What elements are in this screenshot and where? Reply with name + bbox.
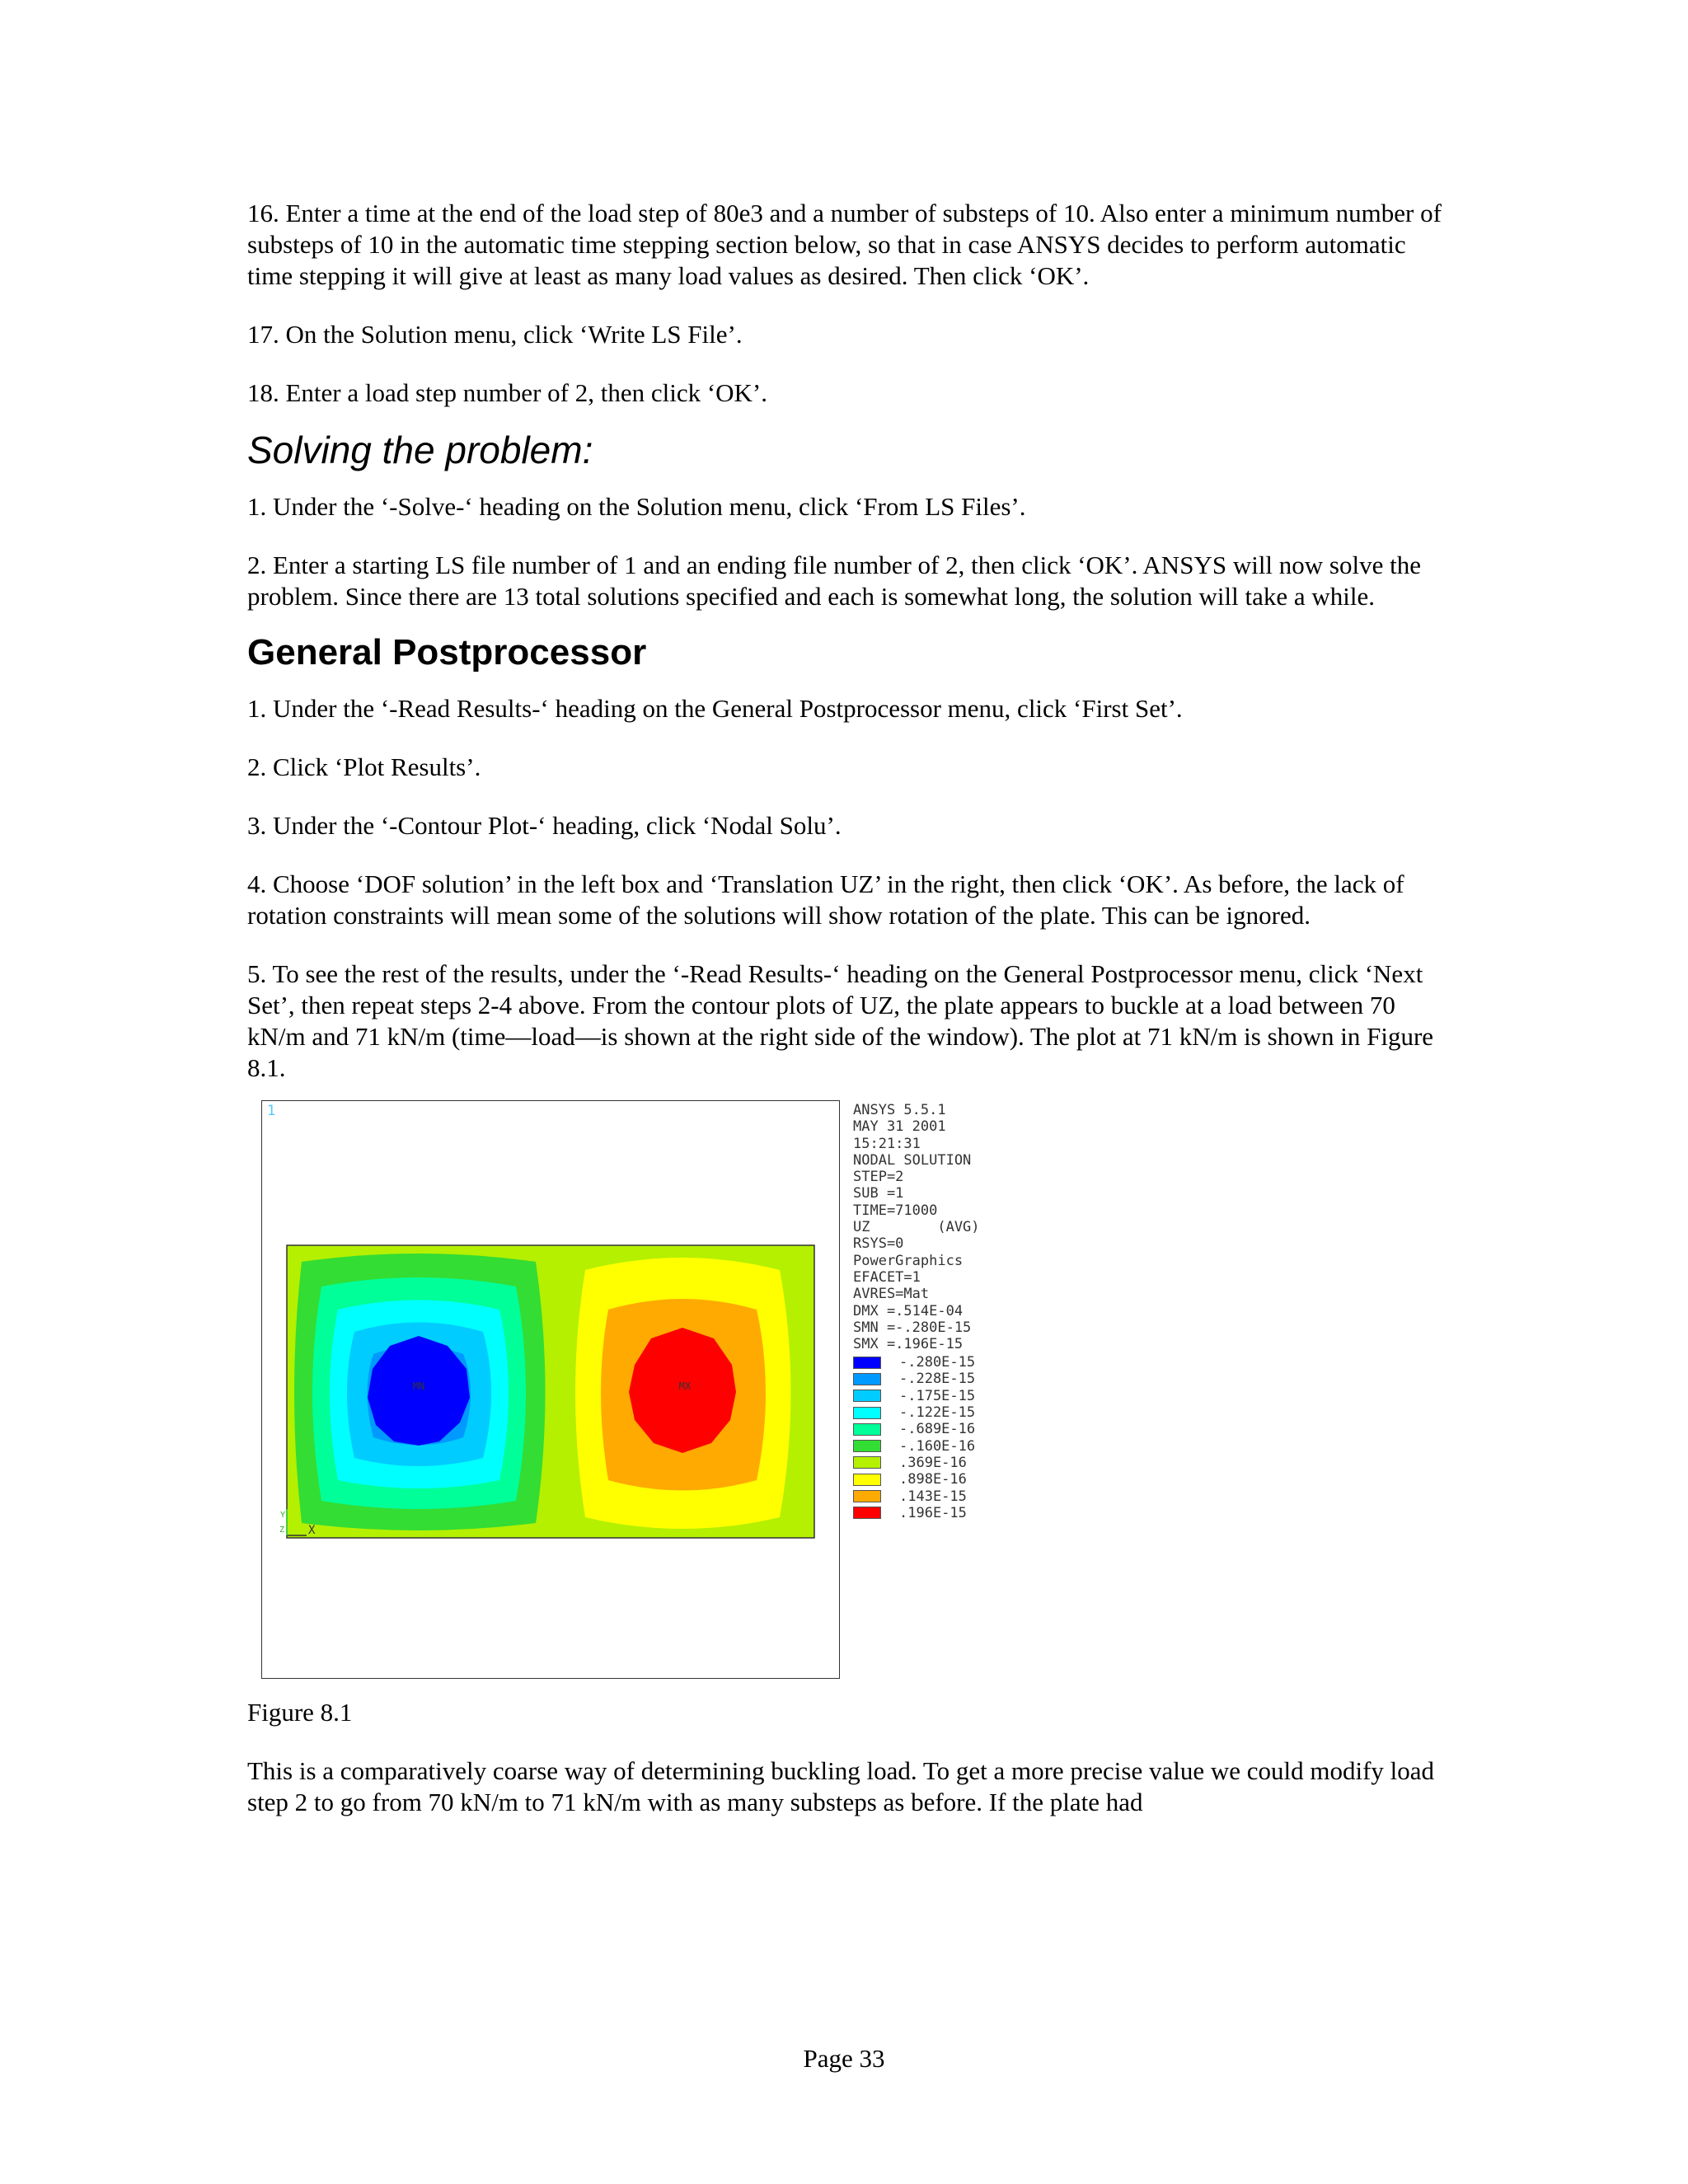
post-step-1: 1. Under the ‘-Read Results-‘ heading on the General Postprocessor menu, click ‘First Set’. [247, 694, 1183, 723]
y-axis-label: Y [280, 1511, 286, 1520]
mn-marker-label: MN [412, 1380, 425, 1392]
legend-swatch [853, 1390, 881, 1402]
legend-label: .143E-15 [899, 1488, 967, 1505]
post-step-5: 5. To see the rest of the results, under the ‘-Read Results-‘ heading on the General Postprocessor menu, click ‘Next Set’, then repeat steps 2-4 above. From the contour plots of UZ, the plate appears to buckle at a load between 70 kN/m and 71 kN/m (time—load—is shown at the right side of the window). The plot at 71 kN/m is shown in Figure 8.1. [247, 959, 1434, 1082]
legend-swatch [853, 1474, 881, 1486]
legend-swatch [853, 1490, 881, 1502]
legend-label: .196E-15 [899, 1504, 967, 1521]
legend-swatch [853, 1407, 881, 1419]
solving-step-2: 2. Enter a starting LS file number of 1 and an ending file number of 2, then click ‘OK’. ANSYS will now solve the problem. Since there are 13 total solutions specified and each is somewhat long, the solution will take a while. [247, 551, 1421, 611]
page-content [247, 198, 1451, 1845]
info-line: MAY 31 2001 [853, 1118, 946, 1136]
contour-plot [279, 1245, 814, 1538]
z-axis-label: Z [279, 1526, 285, 1535]
info-line: NODAL SOLUTION [853, 1151, 972, 1169]
legend-row [853, 1371, 975, 1387]
legend-row [853, 1455, 975, 1471]
legend-label: -.122E-15 [899, 1404, 976, 1422]
legend-row [853, 1421, 975, 1437]
legend-row [853, 1404, 975, 1421]
info-line: SMX =.196E-15 [853, 1336, 964, 1353]
legend-row [853, 1505, 975, 1521]
solving-heading: Solving the problem: [247, 429, 593, 471]
info-line: ANSYS 5.5.1 [853, 1102, 946, 1118]
info-line: RSYS=0 [853, 1235, 904, 1253]
step-17-text: 17. On the Solution menu, click ‘Write LS File’. [247, 320, 743, 349]
legend-row [853, 1437, 975, 1454]
ansys-plot-window [261, 1100, 840, 1679]
postprocessor-heading: General Postprocessor [247, 632, 647, 673]
bottom-paragraph: This is a comparatively coarse way of determining buckling load. To get a more precise value we could modify load step 2 to go from 70 kN/m to 71 kN/m with as many substeps as before. If the plate had [247, 1756, 1435, 1816]
legend-swatch [853, 1373, 881, 1385]
legend-label: .898E-16 [899, 1471, 967, 1488]
legend-row [853, 1388, 975, 1404]
post-step-2: 2. Click ‘Plot Results’. [247, 752, 481, 781]
legend-label: .369E-16 [899, 1454, 967, 1471]
legend-label: -.689E-16 [899, 1421, 976, 1438]
info-line: STEP=2 [853, 1169, 904, 1186]
info-line: SUB =1 [853, 1185, 904, 1202]
figure-caption: Figure 8.1 [247, 1698, 353, 1727]
info-line: PowerGraphics [853, 1252, 964, 1269]
legend-row [853, 1354, 975, 1371]
legend-label: -.175E-15 [899, 1387, 976, 1404]
max-contour-group [575, 1258, 791, 1529]
info-line: DMX =.514E-04 [853, 1302, 964, 1319]
legend-row [853, 1471, 975, 1488]
info-line: UZ (AVG) [853, 1219, 980, 1236]
min-contour-group [294, 1254, 546, 1530]
ansys-info-panel [853, 1102, 980, 1352]
legend-swatch [853, 1357, 881, 1369]
page-number: Page 33 [803, 2044, 885, 2073]
legend-swatch [853, 1507, 881, 1519]
legend-swatch [853, 1440, 881, 1452]
legend-label: -.160E-16 [899, 1437, 976, 1455]
info-line: EFACET=1 [853, 1268, 921, 1286]
legend-swatch [853, 1456, 881, 1469]
legend-label: -.228E-15 [899, 1371, 976, 1388]
figure-8-1 [247, 1100, 1451, 1694]
step-16-text: 16. Enter a time at the end of the load step of 80e3 and a number of substeps of 10. Also enter a minimum number of substeps of 10 in the automatic time stepping section below, so that in case ANSYS decides to perform automatic time stepping it will give at least as many load values as desired. Then click ‘OK’. [247, 199, 1442, 290]
mx-marker-label: MX [678, 1380, 692, 1392]
info-line: SMN =-.280E-15 [853, 1319, 972, 1336]
x-axis-label: X [308, 1524, 316, 1537]
info-line: AVRES=Mat [853, 1286, 930, 1303]
info-line: TIME=71000 [853, 1202, 938, 1219]
legend-row [853, 1488, 975, 1504]
legend-swatch [853, 1423, 881, 1436]
solving-step-1: 1. Under the ‘-Solve-‘ heading on the Solution menu, click ‘From LS Files’. [247, 492, 1026, 521]
post-step-4: 4. Choose ‘DOF solution’ in the left box and ‘Translation UZ’ in the right, then click ‘OK’. As before, the lack of rotation constraints will mean some of the solutions will show rotation of the plate. This can be ignored. [247, 869, 1404, 930]
post-step-3: 3. Under the ‘-Contour Plot-‘ heading, click ‘Nodal Solu’. [247, 811, 842, 840]
info-line: 15:21:31 [853, 1135, 921, 1152]
contour-legend [853, 1354, 975, 1521]
window-number: 1 [267, 1103, 276, 1119]
step-18-text: 18. Enter a load step number of 2, then click ‘OK’. [247, 378, 768, 407]
legend-label: -.280E-15 [899, 1354, 976, 1371]
